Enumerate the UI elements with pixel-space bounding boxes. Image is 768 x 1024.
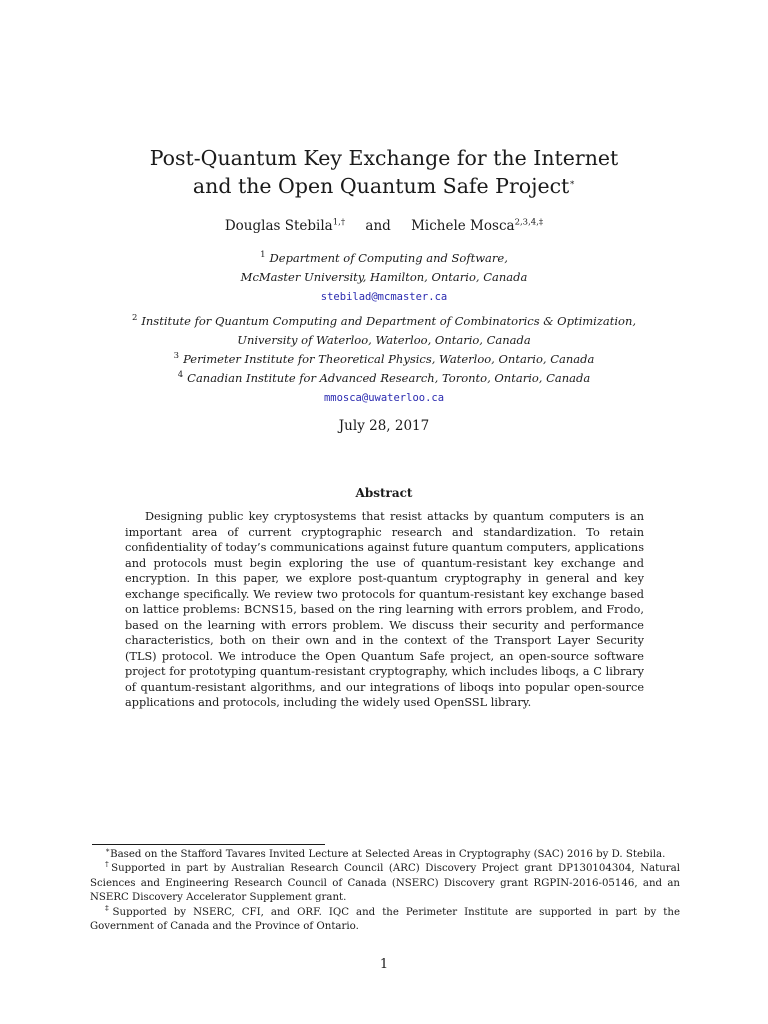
footnote (90, 862, 680, 905)
affiliation-text: Perimeter Institute for Theoretical Physics, Waterloo, Ontario, Canada (183, 352, 595, 366)
title-footnote-mark: ∗ (569, 178, 576, 189)
paper-title (0, 144, 768, 200)
affiliation-text: University of Waterloo, Waterloo, Ontario, Canada (237, 333, 531, 347)
author-affiliation-mark: 1,† (332, 217, 346, 228)
author-affiliation-mark: 2,3,4,‡ (514, 217, 544, 228)
title-line-1: Post-Quantum Key Exchange for the Internet (149, 146, 619, 170)
author-email[interactable]: stebilad@mcmaster.ca (320, 291, 448, 303)
page-number: 1 (379, 957, 389, 972)
footnote-mark: ‡ (105, 903, 113, 913)
affiliation-number: 3 (173, 351, 180, 362)
footnote-divider (92, 844, 325, 845)
affiliation-text: Canadian Institute for Advanced Research, Toronto, Ontario, Canada (187, 371, 591, 385)
footnote-text: Based on the Stafford Tavares Invited Lecture at Selected Areas in Cryptography (SAC) 2016 by D. Stebila. (110, 849, 666, 860)
author-list (0, 216, 768, 236)
affiliation-1 (0, 249, 768, 307)
affiliation-number: 1 (260, 250, 266, 261)
affiliation-number: 4 (177, 370, 184, 381)
footnote-mark: ∗ (105, 845, 111, 855)
affiliation-2-4 (0, 312, 768, 408)
author-name: Michele Mosca (411, 218, 515, 234)
author-email[interactable]: mmosca@uwaterloo.ca (323, 392, 445, 404)
abstract-body: Designing public key cryptosystems that resist attacks by quantum computers is an important area of current cryptographic research and standardization. To retain confidentiality of today’s communications against future quantum computers, applications and protocols must begin exploring the use of quantum-resistant key exchange and encryption. In this paper, we explore post-quantum cryptography in general and key exchange specifically. We review two protocols for quantum-resistant key exchange based on lattice problems: BCNS15, based on the ring learning with errors problem, and Frodo, based on the learning with errors problem. We discuss their security and performance characteristics, both on their own and in the context of the Transport Layer Security (TLS) protocol. We introduce the Open Quantum Safe project, an open-source software project for prototyping quantum-resistant cryptography, which includes liboqs, a C library of quantum-resistant algorithms, and our integrations of liboqs into popular open-source applications and protocols, including the widely used OpenSSL library. (125, 510, 644, 709)
footnote-mark: † (105, 860, 112, 870)
author-joiner: and (365, 218, 391, 234)
affiliation-number: 2 (131, 313, 138, 324)
footnote (90, 903, 680, 935)
affiliation-text: McMaster University, Hamilton, Ontario, Canada (240, 270, 528, 284)
footnote-text: Supported by NSERC, CFI, and ORF. IQC and the Perimeter Institute are supported in part by the Government of Canada and the Province of Ontario. (90, 906, 680, 933)
footnote (90, 845, 680, 862)
abstract-heading: Abstract (355, 486, 413, 500)
footnotes (90, 845, 680, 934)
publication-date: July 28, 2017 (338, 418, 430, 434)
author-name: Douglas Stebila (224, 218, 333, 234)
title-line-2: and the Open Quantum Safe Project (192, 174, 570, 198)
affiliation-text: Institute for Quantum Computing and Department of Combinatorics & Optimization, (141, 314, 637, 328)
footnote-text: Supported in part by Australian Research Council (ARC) Discovery Project grant DP130104304, Natural Sciences and Engineering Research Council of Canada (NSERC) Discovery grant RGPIN-2016-05146, and an NSERC Discovery Accelerator Supplement grant. (90, 863, 680, 904)
affiliation-text: Department of Computing and Software, (269, 251, 508, 265)
